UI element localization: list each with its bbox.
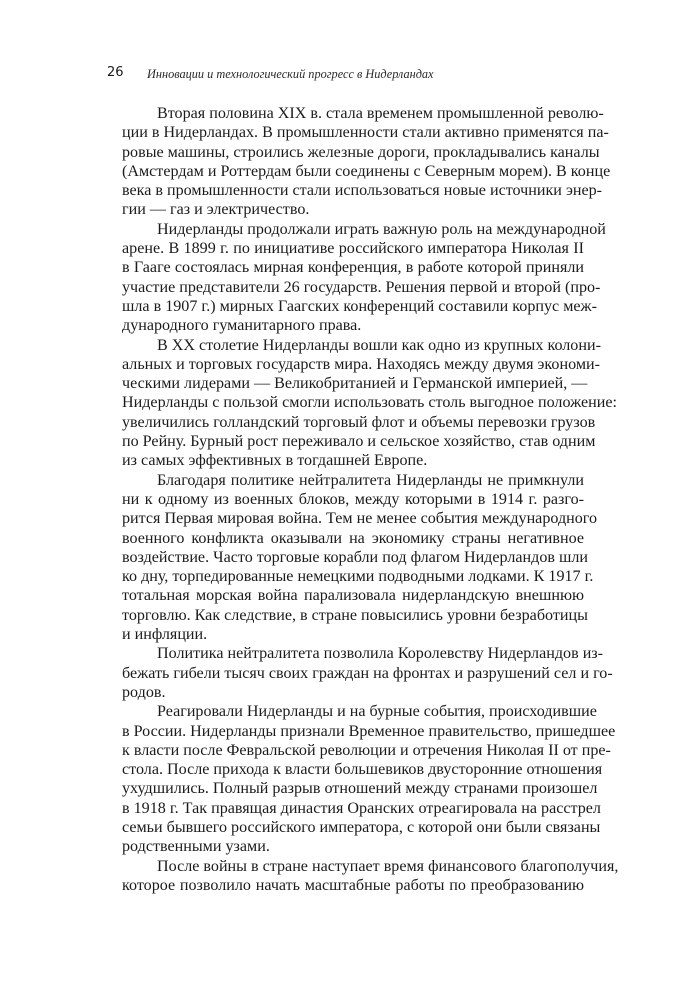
text-line: дународного гуманитарного права.	[122, 317, 362, 335]
text-line: рится Первая мировая война. Тем не менее события международного	[122, 510, 598, 528]
text-line: из самых эффективных в тогдашней Европе.	[122, 452, 428, 470]
text-line: ко дну, торпедированные немецкими подводными лодками. К 1917 г.	[122, 568, 594, 586]
text-line: и инфляции.	[122, 626, 208, 644]
text-line: альных и торговых государств мира. Находясь между двумя экономи-	[122, 355, 600, 373]
text-line: участие представители 26 государств. Решения первой и второй (про-	[122, 278, 601, 296]
text-line: в России. Нидерланды признали Временное правительство, пришедшее	[122, 722, 616, 740]
text-line: родов.	[122, 683, 166, 701]
text-line: военного конфликта оказывали на экономику страны негативное	[122, 529, 584, 547]
text-line: по Рейну. Бурный рост переживало и сельское хозяйство, став одним	[122, 433, 596, 451]
text-line: После войны в стране наступает время финансового благополучия,	[157, 857, 619, 875]
text-line: Нидерланды продолжали играть важную роль на международной	[157, 220, 606, 238]
text-line: Благодаря политике нейтралитета Нидерланды не примкнули	[157, 471, 584, 489]
text-line: бежать гибели тысяч своих граждан на фронтах и разрушений сел и го-	[122, 664, 613, 682]
text-line: арене. В 1899 г. по инициативе российского императора Николая II	[122, 240, 584, 258]
text-line: тотальная морская война парализовала нидерландскую внешнюю	[122, 587, 584, 605]
paragraph	[122, 336, 617, 471]
text-line: В XX столетие Нидерланды вошли как одно из крупных колони-	[157, 336, 601, 354]
text-line: века в промышленности стали использоваться новые источники энер-	[122, 182, 603, 200]
text-line: воздействие. Часто торговые корабли под флагом Нидерландов шли	[122, 548, 589, 566]
running-head	[107, 64, 587, 82]
text-line: которое позволило начать масштабные работы по преобразованию	[122, 876, 584, 894]
text-line: увеличились голландский торговый флот и объемы перевозки грузов	[122, 413, 596, 431]
body-text	[122, 104, 619, 895]
text-line: семьи бывшего российского императора, с которой они были связаны	[122, 818, 601, 836]
text-line: в 1918 г. Так правящая династия Оранских отреагировала на расстрел	[122, 799, 601, 817]
page-number: 26	[107, 65, 124, 80]
text-line: торговлю. Как следствие, в стране повысились уровни безработицы	[122, 606, 588, 624]
text-line: ухудшились. Полный разрыв отношений между странами произошел	[122, 780, 598, 798]
paragraph	[122, 220, 606, 336]
text-line: ровые машины, строились железные дороги, прокладывались каналы	[122, 143, 600, 161]
paragraph	[122, 702, 616, 856]
paragraph	[122, 644, 613, 702]
text-line: гии — газ и электричество.	[122, 201, 310, 219]
text-line: в Гааге состоялась мирная конференция, в работе которой приняли	[122, 259, 584, 277]
text-line: Нидерланды с пользой смогли использовать столь выгодное положение:	[122, 394, 617, 412]
text-line: родственными узами.	[122, 838, 270, 856]
paragraph	[122, 857, 619, 896]
text-line: Вторая половина XIX в. стала временем промышленной револю-	[157, 105, 604, 122]
running-title: Инновации и технологический прогресс в Нидерландах	[147, 67, 434, 81]
text-line: ции в Нидерландах. В промышленности стали активно применятся па-	[122, 124, 609, 142]
text-line: ни к одному из военных блоков, между которыми в 1914 г. разго-	[122, 490, 584, 508]
text-line: Политика нейтралитета позволила Королевству Нидерландов из-	[157, 645, 604, 663]
paragraph	[122, 104, 611, 220]
text-line: стола. После прихода к власти большевиков двусторонние отношения	[122, 761, 603, 779]
paragraph	[122, 471, 598, 645]
text-line: Реагировали Нидерланды и на бурные события, происходившие	[157, 703, 597, 721]
text-line: (Амстердам и Роттердам были соединены с Северным морем). В конце	[122, 162, 611, 180]
text-line: ческими лидерами — Великобританией и Германской империей, —	[122, 375, 588, 393]
text-line: шла в 1907 г.) мирных Гаагских конференций составили корпус меж-	[122, 297, 598, 315]
text-line: к власти после Февральской революции и отречения Николая II от пре-	[122, 741, 611, 759]
